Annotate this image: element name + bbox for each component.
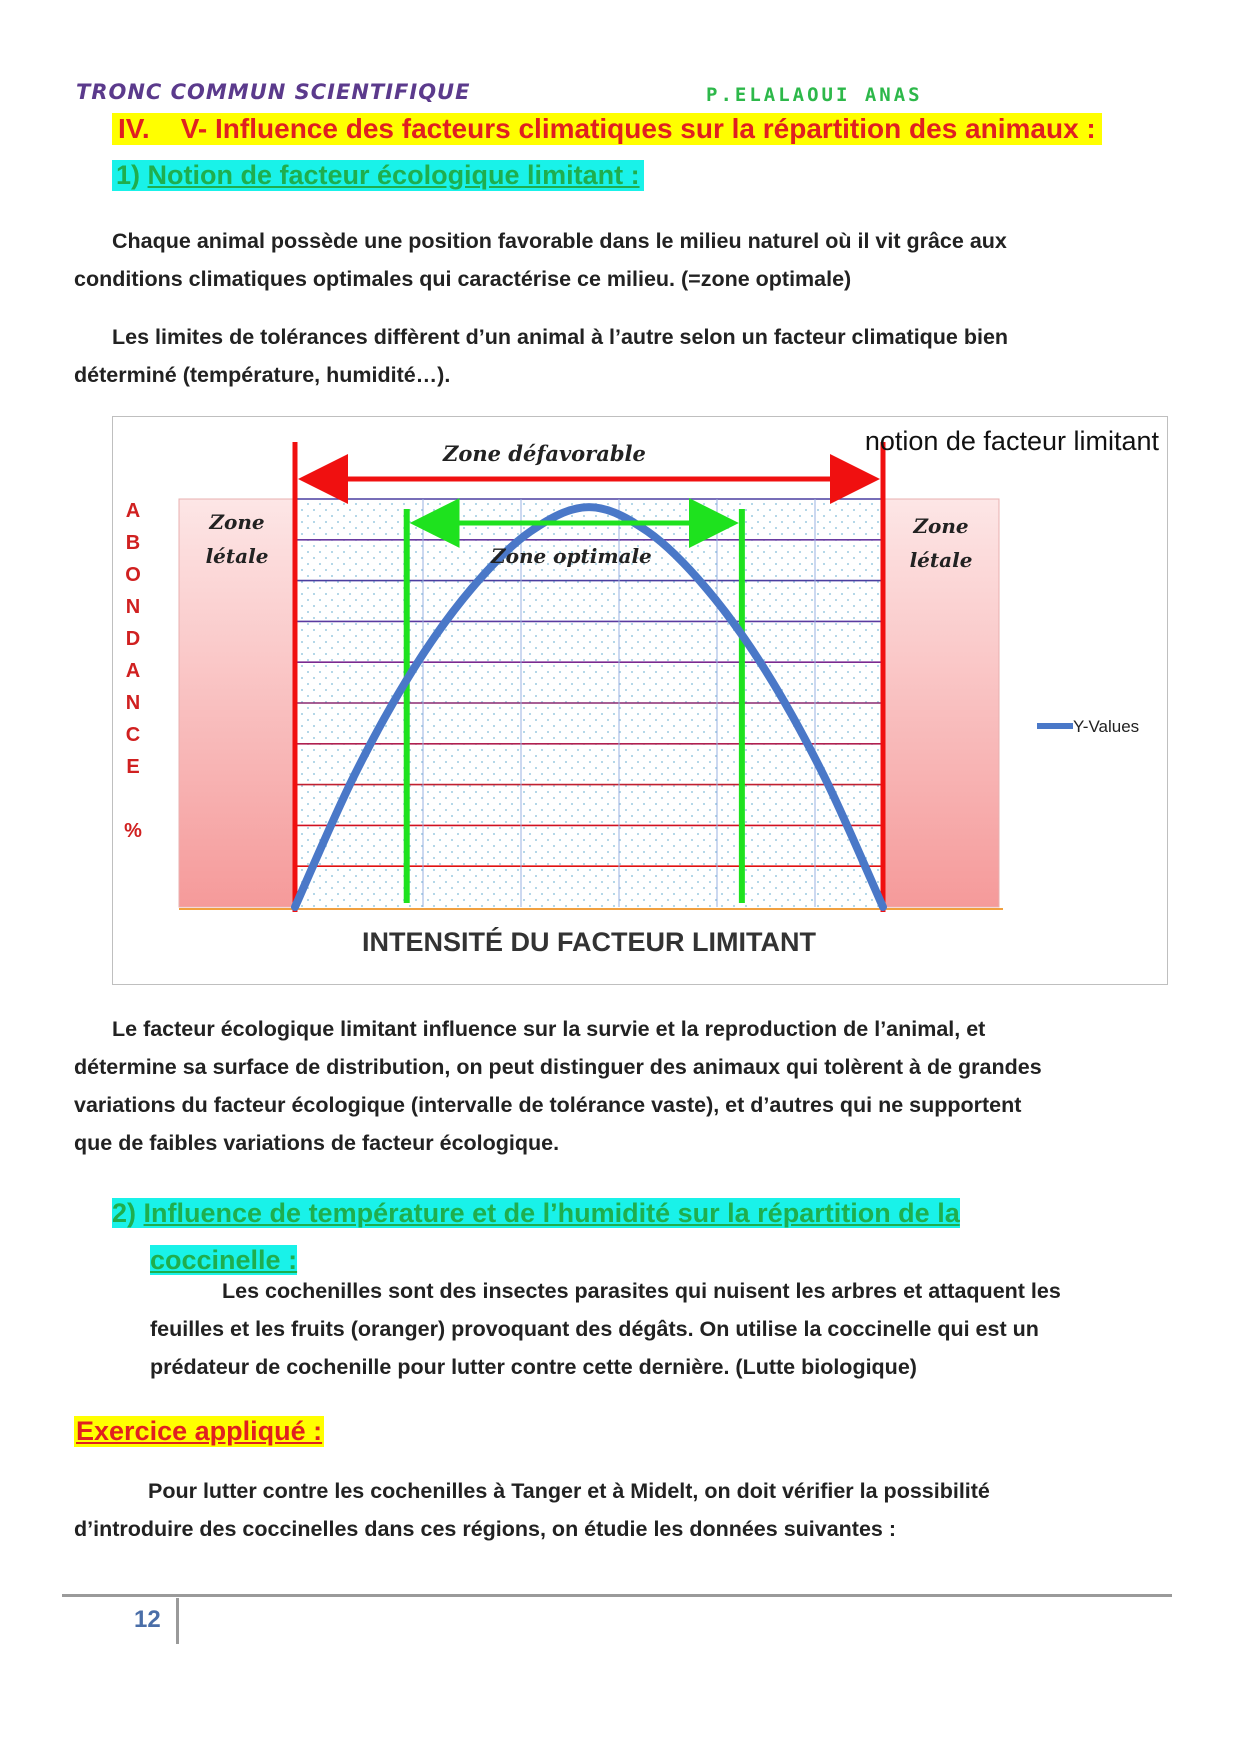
y-axis-label-letter: A [125,660,141,682]
y-axis-label-letter: A [125,500,141,522]
footer-vertical-bar [176,1598,179,1644]
zone-letale-right-label-1: Zone [913,514,969,538]
paragraph-4-line-3: prédateur de cochenille pour lutter contre cette dernière. (Lutte biologique) [150,1355,917,1379]
subsection-2-title [112,1190,960,1284]
zone-letale-left-label-2: létale [205,544,269,568]
zone-letale-left-label-1: Zone [209,510,265,534]
y-axis-label-letter: N [125,596,141,618]
paragraph-2-line-2: déterminé (température, humidité…). [74,363,451,387]
y-axis-label-letter: B [125,532,141,554]
section-number: IV. [118,113,150,144]
paragraph-5-line-2: d’introduire des coccinelles dans ces régions, on étudie les données suivantes : [74,1517,897,1541]
paragraph-1-line-1: Chaque animal possède une position favorable dans le milieu naturel où il vit grâce aux [112,229,1007,253]
paragraph-2-line-1: Les limites de tolérances diffèrent d’un animal à l’autre selon un facteur climatique bien [112,325,1009,349]
paragraph-1-line-2: conditions climatiques optimales qui caractérise ce milieu. (=zone optimale) [74,267,852,291]
zone-optimale-label: Zone optimale [491,544,652,568]
paragraph-4-line-2: feuilles et les fruits (oranger) provoquant des dégâts. On utilise la coccinelle qui est un [150,1317,1039,1341]
y-axis-label-letter: D [125,628,141,650]
chart-svg [113,417,1167,984]
paragraph-3-line-3: variations du facteur écologique (intervalle de tolérance vaste), et d’autres qui ne supportent [74,1093,1022,1117]
subsection-1-title [112,160,644,191]
header-course-title: TRONC COMMUN SCIENTIFIQUE [76,80,471,104]
x-axis-label: INTENSITÉ DU FACTEUR LIMITANT [362,927,816,957]
zone-letale-right-label-2: létale [909,548,973,572]
paragraph-3-line-1: Le facteur écologique limitant influence sur la survie et la reproduction de l’animal, et [112,1017,986,1041]
subsection-1-text: Notion de facteur écologique limitant : [147,160,640,190]
y-axis-label-letter: E [126,756,140,778]
subsection-1-number: 1) [116,160,141,190]
y-axis-label-letter: N [125,692,141,714]
section-title [112,113,1102,145]
page-number: 12 [134,1606,161,1633]
y-axis-label [124,500,142,842]
y-axis-label-letter: O [125,564,141,586]
subsection-2-number: 2) [112,1198,137,1228]
header-author: P.ELALAOUI ANAS [706,84,923,106]
subsection-2-text-line-1: Influence de température et de l’humidité sur la répartition de la [143,1198,960,1228]
y-axis-label-letter: C [125,724,141,746]
exercise-title: Exercice appliqué : [76,1416,323,1446]
footer-divider [62,1594,1172,1597]
paragraph-4-line-1: Les cochenilles sont des insectes parasites qui nuisent les arbres et attaquent les [222,1279,1061,1303]
legend-label: Y-Values [1073,717,1140,736]
chart-title: notion de facteur limitant [864,426,1159,456]
zone-defavorable-label: Zone défavorable [443,441,646,466]
paragraph-3-line-2: détermine sa surface de distribution, on peut distinguer des animaux qui tolèrent à de grandes [74,1055,1042,1079]
section-title-text: V- Influence des facteurs climatiques sur la répartition des animaux : [180,113,1096,144]
limiting-factor-chart [112,416,1168,985]
y-axis-label-letter: % [124,820,142,842]
subsection-2-text-line-2: coccinelle : [150,1245,298,1275]
paragraph-5-line-1: Pour lutter contre les cochenilles à Tanger et à Midelt, on doit vérifier la possibilité [148,1479,990,1503]
paragraph-3-line-4: que de faibles variations de facteur écologique. [74,1131,560,1155]
